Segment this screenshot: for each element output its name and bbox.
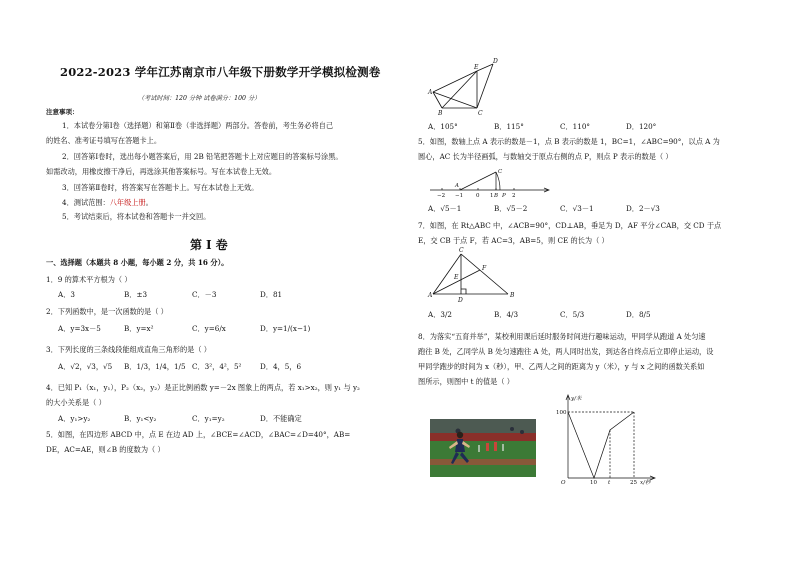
q6-segment-AC <box>460 172 496 190</box>
q6-option-a: A．√5－1 <box>428 204 462 213</box>
q3-option-c: C．3²，4²，5² <box>192 362 242 371</box>
q1-option-d: D．81 <box>260 290 283 299</box>
q7-line2: E，交 CB 于点 F，若 AC=3，AB=5，则 CE 的长为（ ） <box>418 236 609 245</box>
q2-option-b: B．y=x² <box>124 324 154 333</box>
q8-x-label: x/秒 <box>640 480 651 486</box>
q4-line1: 4．已知 P₁（x₁，y₁），P₂（x₂，y₂）是正比例函数 y=－2x 图象上的两点，若 x₁>x₂，则 y₁ 与 y₂ <box>46 383 360 392</box>
q1-option-c: C．－3 <box>192 290 217 299</box>
q8-origin: O <box>561 480 566 486</box>
q5-edge-DC <box>477 64 493 108</box>
q7-label-C: C <box>459 247 464 254</box>
q5-label-D: D <box>493 58 498 65</box>
q6-line1: 5．如图，数轴上点 A 表示的数是－1，点 B 表示的数是 1，BC=1，∠ABC=90°，以点 A 为 <box>418 137 720 146</box>
note-4-prefix: 4．测试范围： <box>62 198 110 207</box>
note-4 <box>62 198 153 208</box>
q6-tick-label-0: 0 <box>476 193 480 199</box>
q2-option-c: C．y=6/x <box>192 324 226 333</box>
notes-heading: 注意事项： <box>46 108 79 116</box>
q5-option-a: A．105° <box>428 122 458 131</box>
q6-label-B: B <box>494 193 499 199</box>
q6-line2: 圆心，AC 长为半径画弧，与数轴交于原点右侧的点 P，则点 P 表示的数是（ ） <box>418 152 673 161</box>
q2-option-a: A．y=3x－5 <box>58 324 101 333</box>
q5-edge-AE <box>433 71 477 92</box>
note-4-suffix: 。 <box>145 198 153 207</box>
q6-option-b: B．√5－2 <box>494 204 528 213</box>
q7-option-a: A．3/2 <box>428 310 452 319</box>
q6-option-c: C．√3－1 <box>560 204 594 213</box>
note-2b: 如需改动，用橡皮擦干净后，再选涂其他答案标号。写在本试卷上无效。 <box>46 167 277 176</box>
q2-stem: 2．下列函数中，是一次函数的是（ ） <box>46 307 168 316</box>
q8-y-tick-100: 100 <box>556 410 567 416</box>
q8-line1: 8．为落实“五育并举”，某校利用课后延时服务时间进行趣味运动，甲同学从跑道 A 处匀速 <box>418 332 706 341</box>
q3-option-a: A．√2，√3，√5 <box>58 362 113 371</box>
q8-distance-graph <box>556 392 660 486</box>
q5-option-d: D．120° <box>626 122 657 131</box>
q8-photo-runner <box>430 419 536 477</box>
q8-line2: 跑往 B 处，乙同学从 B 处匀速跑往 A 处，两人同时出发，到达各自终点后立即停止运动，设 <box>418 347 714 356</box>
q5-label-A: A <box>428 89 433 96</box>
q1-option-b: B．±3 <box>124 290 148 299</box>
q6-tick-label-m2: −2 <box>437 193 446 199</box>
q6-tick-label-2: 2 <box>512 193 516 199</box>
q7-label-B: B <box>510 292 515 299</box>
q5-label-E: E <box>474 64 479 71</box>
q5-option-b: B．115° <box>494 122 524 131</box>
exam-subtitle: （考试时间：120 分钟 试卷满分：100 分） <box>138 95 261 102</box>
q6-number-line-figure <box>428 166 554 202</box>
q8-x-tick-t: t <box>608 480 611 486</box>
q5-figure <box>428 58 508 118</box>
q3-option-d: D．4，5，6 <box>260 362 302 371</box>
q4-option-a: A．y₁>y₂ <box>58 414 91 423</box>
q8-line3: 甲同学跑步的时间为 x（秒），甲、乙两人之间的距离为 y（米），y 与 x 之间的函数关系如 <box>418 362 705 371</box>
q4-option-d: D．不能确定 <box>260 414 302 423</box>
q5-line2: DE，AC=AE，则∠B 的度数为（ ） <box>46 445 165 454</box>
q8-distance-line <box>568 412 634 478</box>
q1-option-a: A．3 <box>58 290 75 299</box>
q6-label-C: C <box>498 169 503 175</box>
q7-figure <box>428 248 518 304</box>
q5-label-C: C <box>478 110 483 117</box>
q6-label-A: A <box>455 183 459 189</box>
note-5: 5．考试结束后，将本试卷和答题卡一并交回。 <box>62 212 211 221</box>
note-1a: 1．本试卷分第Ⅰ卷（选择题）和第Ⅱ卷（非选择题）两部分。答卷前，考生务必将自己 <box>62 121 334 130</box>
q5-label-B: B <box>438 110 443 117</box>
q7-right-angle-mark <box>461 289 466 294</box>
q5-edge-EB <box>442 71 477 108</box>
note-1b: 的姓名、准考证号填写在答题卡上。 <box>46 136 162 145</box>
q7-line1: 7．如图，在 Rt△ABC 中，∠ACB=90°，CD⊥AB，垂足为 D，AF 平分∠CAB，交 CD 于点 <box>418 221 722 230</box>
note-3: 3．回答第Ⅱ卷时，将答案写在答题卡上。写在本试卷上无效。 <box>62 183 259 192</box>
section-heading: 一、选择题（本题共 8 小题，每小题 2 分，共 16 分）。 <box>46 258 229 267</box>
q4-option-c: C．y₁=y₂ <box>192 414 225 423</box>
q8-x-tick-10: 10 <box>590 480 597 486</box>
q7-label-F: F <box>482 265 487 272</box>
q6-tick-label-1: 1 <box>490 193 494 199</box>
q7-option-d: D．8/5 <box>626 310 651 319</box>
q7-option-c: C．5/3 <box>560 310 585 319</box>
q5-line1: 5．如图，在四边形 ABCD 中，点 E 在边 AD 上，∠BCE=∠ACD，∠BAC=∠D=40°，AB= <box>46 430 351 439</box>
q7-label-D: D <box>458 297 463 304</box>
q8-x-tick-25: 25 <box>630 480 637 486</box>
q5-option-c: C．110° <box>560 122 590 131</box>
q3-option-b: B．1/3，1/4，1/5 <box>124 362 186 371</box>
exam-title: 2022-2023 学年江苏南京市八年级下册数学开学模拟检测卷 <box>60 65 381 79</box>
note-4-range: 八年级上册 <box>109 198 146 207</box>
q2-option-d: D．y=1/(x−1) <box>260 324 311 333</box>
q7-label-E: E <box>454 274 459 281</box>
q3-stem: 3．下列长度的三条线段能组成直角三角形的是（ ） <box>46 345 211 354</box>
q7-label-A: A <box>428 292 433 299</box>
q7-option-b: B．4/3 <box>494 310 519 319</box>
q4-option-b: B．y₁<y₂ <box>124 414 157 423</box>
q8-y-label: y/米 <box>571 396 582 402</box>
q7-edge-CB <box>461 254 508 294</box>
q6-label-P: P <box>502 193 506 199</box>
q1-stem: 1．9 的算术平方根为（ ） <box>46 275 132 284</box>
note-2a: 2．回答第Ⅰ卷时，选出每小题答案后，用 2B 铅笔把答题卡上对应题目的答案标号涂黑。 <box>62 152 343 161</box>
q4-line2: 的大小关系是（ ） <box>46 398 106 407</box>
q6-option-d: D．2－√3 <box>626 204 660 213</box>
q8-line4: 图所示，则图中 t 的值是（ ） <box>418 377 514 386</box>
q6-tick-label-m1: −1 <box>455 193 464 199</box>
section-title: 第Ⅰ卷 <box>190 238 232 252</box>
